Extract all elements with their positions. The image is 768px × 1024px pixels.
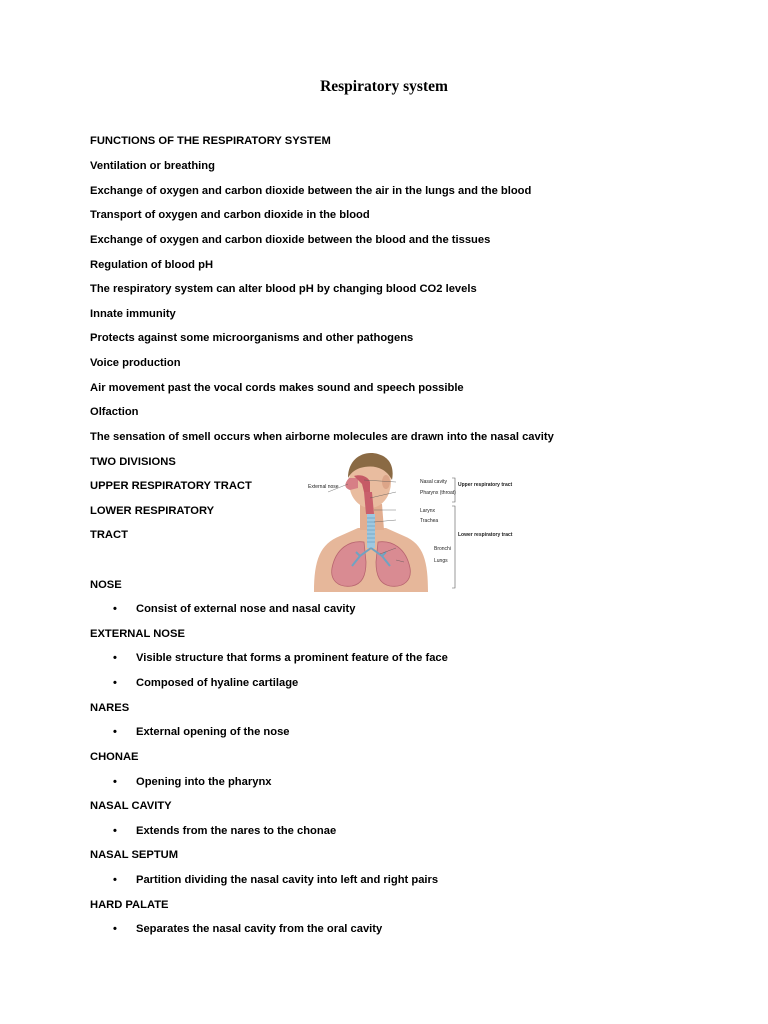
label-upper-tract: Upper respiratory tract bbox=[458, 482, 513, 488]
bullet-text: Opening into the pharynx bbox=[136, 776, 272, 788]
functions-heading: FUNCTIONS OF THE RESPIRATORY SYSTEM bbox=[90, 135, 331, 147]
label-larynx: Larynx bbox=[420, 508, 436, 514]
bullet-text: Extends from the nares to the chonae bbox=[136, 825, 337, 837]
bullet-text: Composed of hyaline cartilage bbox=[136, 677, 299, 689]
text-line: Protects against some microorganisms and other pathogens bbox=[90, 332, 414, 344]
bullet-text: External opening of the nose bbox=[136, 726, 290, 738]
label-trachea: Trachea bbox=[420, 518, 439, 524]
label-nasal-cavity: Nasal cavity bbox=[420, 479, 447, 485]
text-line: The respiratory system can alter blood pH by changing blood CO2 levels bbox=[90, 283, 477, 295]
bullet-marker: • bbox=[113, 726, 117, 738]
bullet-text: Separates the nasal cavity from the oral cavity bbox=[136, 923, 383, 935]
text-line: The sensation of smell occurs when airborne molecules are drawn into the nasal cavity bbox=[90, 431, 554, 443]
text-line: Voice production bbox=[90, 357, 181, 369]
text-line: Ventilation or breathing bbox=[90, 160, 215, 172]
lower-tract-heading: LOWER RESPIRATORY bbox=[90, 505, 215, 517]
section-heading-nasal-cavity: NASAL CAVITY bbox=[90, 800, 172, 812]
text-line: Exchange of oxygen and carbon dioxide between the blood and the tissues bbox=[90, 234, 491, 246]
text-line: Innate immunity bbox=[90, 308, 176, 320]
label-lungs: Lungs bbox=[434, 558, 448, 564]
section-heading-hard-palate: HARD PALATE bbox=[90, 899, 169, 911]
bullet-marker: • bbox=[113, 874, 117, 886]
section-heading-nares: NARES bbox=[90, 702, 130, 714]
respiratory-anatomy-illustration bbox=[300, 452, 524, 592]
label-lower-tract: Lower respiratory tract bbox=[458, 532, 513, 538]
page-title: Respiratory system bbox=[320, 78, 448, 95]
bullet-marker: • bbox=[113, 923, 117, 935]
bullet-text: Partition dividing the nasal cavity into left and right pairs bbox=[136, 874, 439, 886]
upper-tract-heading: UPPER RESPIRATORY TRACT bbox=[90, 480, 252, 492]
label-pharynx: Pharynx (throat) bbox=[420, 490, 456, 496]
text-line: Regulation of blood pH bbox=[90, 259, 214, 271]
bullet-text: Consist of external nose and nasal cavity bbox=[136, 603, 356, 615]
label-external-nose: External nose bbox=[308, 484, 339, 490]
bullet-marker: • bbox=[113, 677, 117, 689]
bullet-marker: • bbox=[113, 825, 117, 837]
section-heading-nose: NOSE bbox=[90, 579, 122, 591]
text-line: Exchange of oxygen and carbon dioxide between the air in the lungs and the blood bbox=[90, 185, 532, 197]
text-line: Air movement past the vocal cords makes sound and speech possible bbox=[90, 382, 464, 394]
text-line: Transport of oxygen and carbon dioxide in the blood bbox=[90, 209, 370, 221]
lower-tract-heading-cont: TRACT bbox=[90, 529, 128, 541]
label-bronchi: Bronchi bbox=[434, 546, 451, 552]
section-heading-nasal-septum: NASAL SEPTUM bbox=[90, 849, 179, 861]
text-line: Olfaction bbox=[90, 406, 139, 418]
section-heading-chonae: CHONAE bbox=[90, 751, 139, 763]
two-divisions-heading: TWO DIVISIONS bbox=[90, 456, 176, 468]
section-heading-external-nose: EXTERNAL NOSE bbox=[90, 628, 185, 640]
bullet-marker: • bbox=[113, 603, 117, 615]
bullet-marker: • bbox=[113, 776, 117, 788]
bullet-marker: • bbox=[113, 652, 117, 664]
bullet-text: Visible structure that forms a prominent feature of the face bbox=[136, 652, 448, 664]
